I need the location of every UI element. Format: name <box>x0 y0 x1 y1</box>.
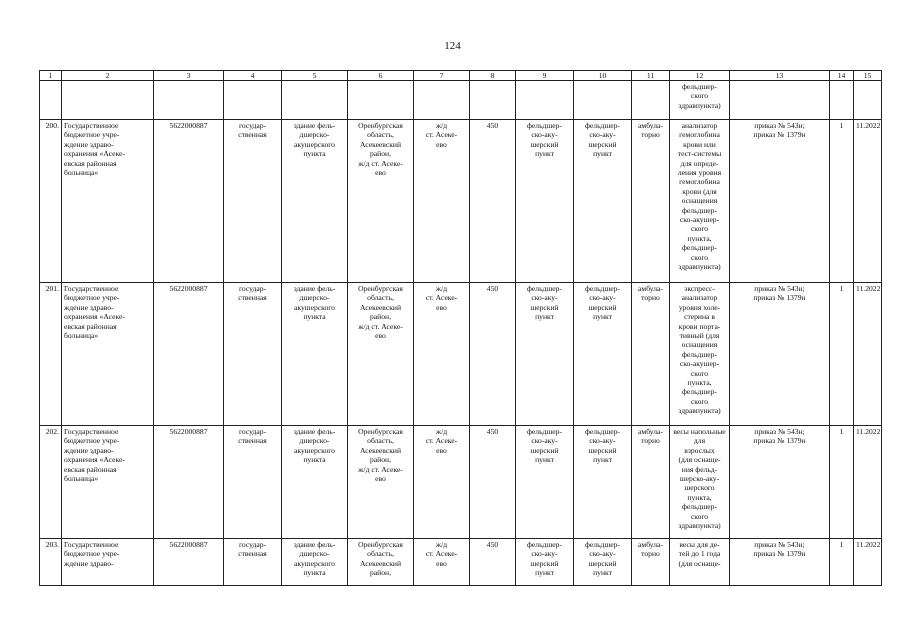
column-header: 1 <box>40 71 62 81</box>
column-numbers-row <box>40 71 882 81</box>
table-row <box>40 539 882 586</box>
station-cell: ж/д ст. Асеке- ево <box>414 283 470 426</box>
organization-cell: Государственное бюджетное учре- ждение здраво- охранения «Асеке- евская районная больница» <box>62 120 154 283</box>
column-header: 15 <box>854 71 882 81</box>
ownership-cell: государ- ственная <box>224 539 282 586</box>
continuation-row <box>40 81 882 120</box>
equipment-cell: экспресс- анализатор уровня холе- стерина в крови порта- тивный (для оснащения фельдшер- ско-акушер- ского пункта, фельдшер- ского здравпункта) <box>670 283 730 426</box>
column-header: 8 <box>470 71 516 81</box>
row-number: 203. <box>40 539 62 586</box>
date-cell: 11.2022 <box>854 426 882 539</box>
unit-type-cell: фельдшер- ско-аку- шерский пункт <box>516 539 574 586</box>
unit-type-cell: фельдшер- ско-аку- шерский пункт <box>516 426 574 539</box>
care-mode-cell: амбула- торно <box>632 283 670 426</box>
equipment-cell: фельдшер- ского здравпункта) <box>670 81 730 120</box>
date-cell: 11.2022 <box>854 539 882 586</box>
column-header: 12 <box>670 71 730 81</box>
unit-type-cell: фельдшер- ско-аку- шерский пункт <box>516 283 574 426</box>
ownership-cell: государ- ственная <box>224 283 282 426</box>
address-cell: Оренбургская область, Асекеевский район, ж/д ст. Асеке- ево <box>348 283 414 426</box>
building-cell: здание фель- дшерско- акушерского пункта <box>282 539 348 586</box>
unit-type-cell: фельдшер- ско-аку- шерский пункт <box>574 120 632 283</box>
row-number: 202. <box>40 426 62 539</box>
organization-cell: Государственное бюджетное учре- ждение здраво- охранения «Асеке- евская районная больница» <box>62 283 154 426</box>
quantity-cell: 1 <box>830 283 854 426</box>
column-header: 3 <box>154 71 224 81</box>
address-cell: Оренбургская область, Асекеевский район, ж/д ст. Асеке- ево <box>348 426 414 539</box>
column-header: 11 <box>632 71 670 81</box>
order-cell: приказ № 543н; приказ № 1379н <box>730 426 830 539</box>
column-header: 7 <box>414 71 470 81</box>
building-cell: здание фель- дшерско- акушерского пункта <box>282 426 348 539</box>
table-row <box>40 283 882 426</box>
table-row <box>40 120 882 283</box>
care-mode-cell: амбула- торно <box>632 539 670 586</box>
order-cell: приказ № 543н; приказ № 1379н <box>730 539 830 586</box>
building-cell: здание фель- дшерско- акушерского пункта <box>282 283 348 426</box>
registry-table <box>39 70 882 586</box>
code-cell: 5622000887 <box>154 283 224 426</box>
code-cell: 5622000887 <box>154 120 224 283</box>
unit-type-cell: фельдшер- ско-аку- шерский пункт <box>516 120 574 283</box>
quantity-cell: 1 <box>830 539 854 586</box>
value-cell: 450 <box>470 283 516 426</box>
column-header: 14 <box>830 71 854 81</box>
station-cell: ж/д ст. Асеке- ево <box>414 120 470 283</box>
date-cell: 11.2022 <box>854 120 882 283</box>
building-cell: здание фель- дшерско- акушерского пункта <box>282 120 348 283</box>
column-header: 4 <box>224 71 282 81</box>
equipment-cell: весы для де- тей до 1 года (для оснаще- <box>670 539 730 586</box>
address-cell: Оренбургская область, Асекеевский район, <box>348 539 414 586</box>
row-number: 200. <box>40 120 62 283</box>
row-number: 201. <box>40 283 62 426</box>
organization-cell: Государственное бюджетное учре- ждение здраво- охранения «Асеке- евская районная больница» <box>62 426 154 539</box>
address-cell: Оренбургская область, Асекеевский район, ж/д ст. Асеке- ево <box>348 120 414 283</box>
station-cell: ж/д ст. Асеке- ево <box>414 426 470 539</box>
ownership-cell: государ- ственная <box>224 120 282 283</box>
organization-cell: Государственное бюджетное учре- ждение здраво- <box>62 539 154 586</box>
quantity-cell: 1 <box>830 426 854 539</box>
column-header: 9 <box>516 71 574 81</box>
column-header: 10 <box>574 71 632 81</box>
equipment-cell: весы напольные для взрослых (для оснаще- ния фельд- шерско-аку- шерского пункта, фельдшер- ского здравпункта) <box>670 426 730 539</box>
station-cell: ж/д ст. Асеке- ево <box>414 539 470 586</box>
quantity-cell: 1 <box>830 120 854 283</box>
order-cell: приказ № 543н; приказ № 1379н <box>730 283 830 426</box>
unit-type-cell: фельдшер- ско-аку- шерский пункт <box>574 283 632 426</box>
column-header: 2 <box>62 71 154 81</box>
unit-type-cell: фельдшер- ско-аку- шерский пункт <box>574 539 632 586</box>
column-header: 13 <box>730 71 830 81</box>
equipment-cell: анализатор гемоглобина крови или тест-системы для опреде- ления уровня гемоглобина крови (для оснащения фельдшер- ско-акушер- ского пункта, фельдшер- ского здравпункта) <box>670 120 730 283</box>
value-cell: 450 <box>470 426 516 539</box>
column-header: 6 <box>348 71 414 81</box>
date-cell: 11.2022 <box>854 283 882 426</box>
order-cell: приказ № 543н; приказ № 1379н <box>730 120 830 283</box>
value-cell: 450 <box>470 539 516 586</box>
code-cell: 5622000887 <box>154 426 224 539</box>
column-header: 5 <box>282 71 348 81</box>
page-number: 124 <box>444 40 461 52</box>
code-cell: 5622000887 <box>154 539 224 586</box>
care-mode-cell: амбула- торно <box>632 426 670 539</box>
value-cell: 450 <box>470 120 516 283</box>
care-mode-cell: амбула- торно <box>632 120 670 283</box>
ownership-cell: государ- ственная <box>224 426 282 539</box>
table-row <box>40 426 882 539</box>
unit-type-cell: фельдшер- ско-аку- шерский пункт <box>574 426 632 539</box>
